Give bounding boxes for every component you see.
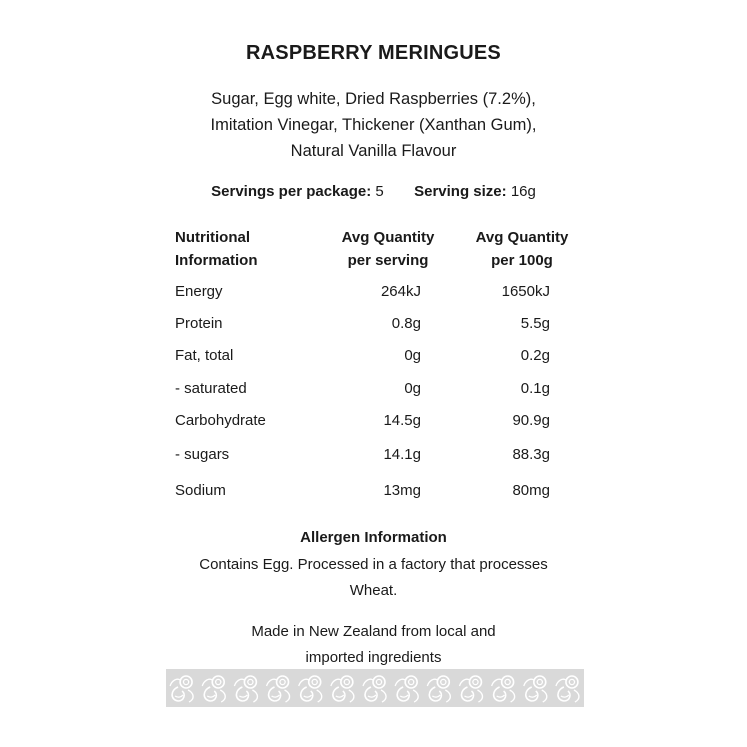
serving-size-value: 16g [510, 183, 536, 200]
servings-per-package-label: Servings per package: [211, 183, 372, 200]
rose-motif-icon [363, 676, 386, 702]
nutrient-name: Energy [175, 283, 223, 300]
table-row [0, 412, 747, 436]
header-line: Information [175, 252, 258, 269]
rose-motif-icon [299, 676, 322, 702]
header-line: Avg Quantity [475, 229, 569, 246]
allergen-title: Allergen Information [300, 529, 447, 546]
allergen-line: Wheat. [349, 582, 398, 599]
table-row [0, 380, 747, 404]
servings-info [0, 183, 747, 200]
header-line: Nutritional [175, 229, 250, 246]
rose-motif-icon [524, 676, 547, 702]
nutrient-name: Carbohydrate [175, 412, 266, 429]
value-per-100g: 90.9g [512, 412, 550, 429]
serving-size-label: Serving size: [414, 183, 507, 200]
nutrient-name: - sugars [175, 446, 230, 463]
value-per-serving: 14.5g [383, 412, 421, 429]
rose-motif-icon [459, 676, 482, 702]
rose-motif-icon [395, 676, 418, 702]
ingredients-line: Sugar, Egg white, Dried Raspberries (7.2%), [211, 90, 536, 108]
header-line: per 100g [491, 252, 553, 269]
ingredients-list [0, 86, 747, 164]
value-per-serving: 264kJ [380, 283, 421, 300]
value-per-100g: 88.3g [512, 446, 550, 463]
value-per-100g: 0.2g [520, 347, 550, 364]
table-row [0, 347, 747, 371]
nutrient-name: Protein [175, 315, 223, 332]
rose-motif-icon [331, 676, 354, 702]
rose-motif-icon [170, 676, 193, 702]
header-line: per serving [347, 252, 429, 269]
value-per-serving: 14.1g [383, 446, 421, 463]
nutrient-name: - saturated [175, 380, 247, 397]
servings-per-package-value: 5 [375, 183, 384, 200]
ingredients-line: Imitation Vinegar, Thickener (Xanthan Gum), [210, 116, 537, 134]
rose-motif-icon [492, 676, 515, 702]
table-row [0, 446, 747, 470]
header-avg-per-100g [462, 226, 582, 272]
table-row [0, 482, 747, 506]
rose-motif-icon [427, 676, 450, 702]
allergen-text [0, 552, 747, 604]
origin-line: imported ingredients [305, 649, 442, 666]
rose-motif-icon [556, 676, 579, 702]
rose-pattern-icon [166, 669, 584, 707]
header-line: Avg Quantity [341, 229, 435, 246]
product-title: RASPBERRY MERINGUES [246, 42, 501, 64]
value-per-100g: 0.1g [520, 380, 550, 397]
value-per-serving: 0g [404, 380, 421, 397]
allergen-line: Contains Egg. Processed in a factory that processes [199, 556, 548, 573]
value-per-serving: 13mg [383, 482, 421, 499]
value-per-serving: 0.8g [391, 315, 421, 332]
rose-motif-icon [202, 676, 225, 702]
table-row [0, 315, 747, 339]
nutrient-name: Fat, total [175, 347, 234, 364]
nutrient-name: Sodium [175, 482, 226, 499]
value-per-100g: 1650kJ [501, 283, 550, 300]
value-per-serving: 0g [404, 347, 421, 364]
table-row [0, 283, 747, 307]
origin-line: Made in New Zealand from local and [251, 623, 496, 640]
origin-statement [0, 619, 747, 671]
value-per-100g: 80mg [512, 482, 550, 499]
value-per-100g: 5.5g [520, 315, 550, 332]
decorative-footer-band [166, 669, 584, 707]
header-avg-per-serving [330, 226, 446, 272]
rose-motif-icon [267, 676, 290, 702]
rose-motif-icon [234, 676, 257, 702]
ingredients-line: Natural Vanilla Flavour [290, 142, 457, 160]
header-nutritional-information [175, 226, 258, 272]
